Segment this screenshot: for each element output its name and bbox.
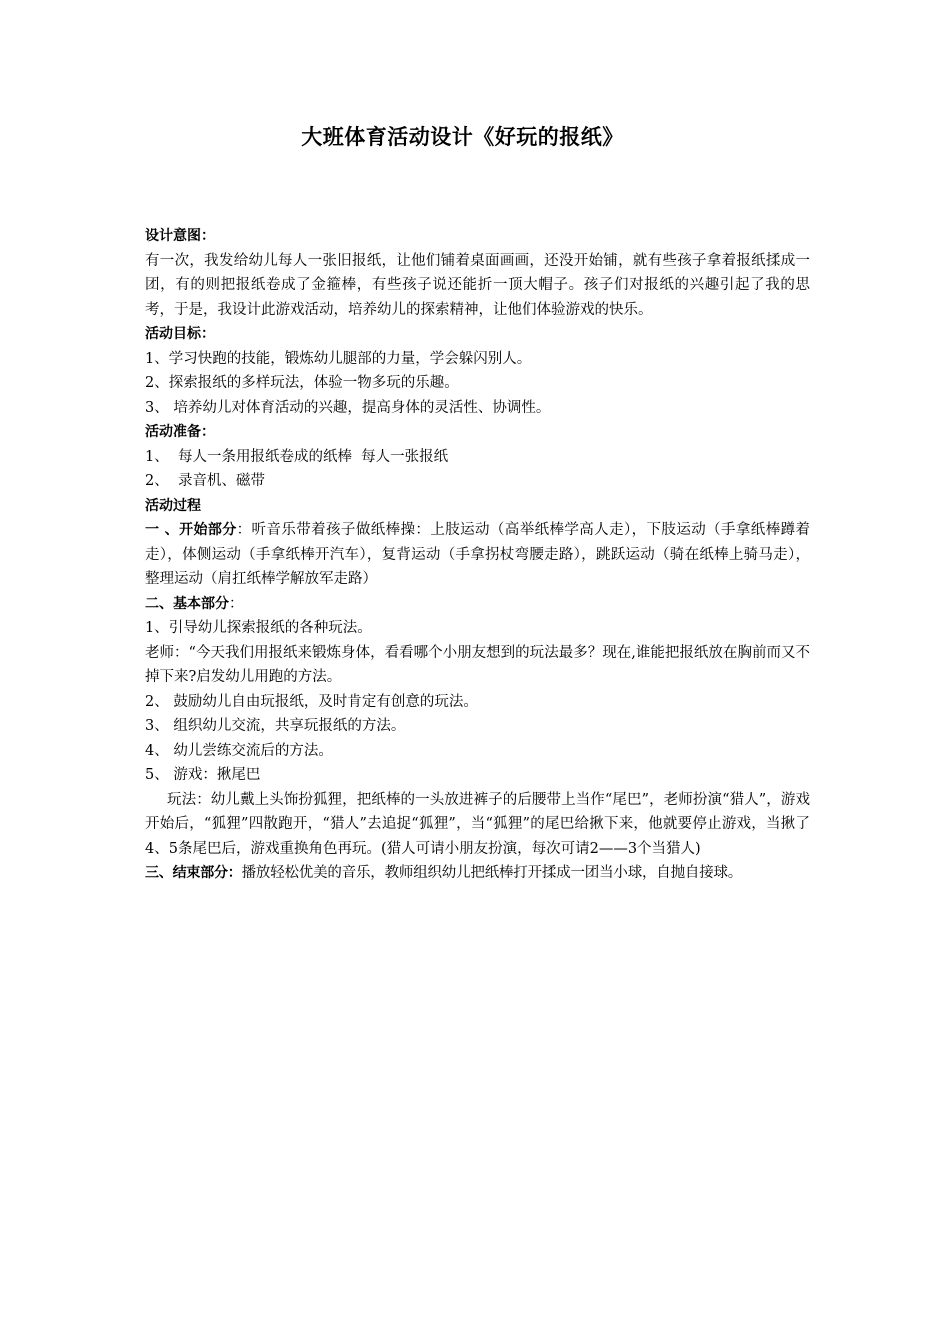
process-part2-item: 5、 游戏：揪尾巴 xyxy=(145,767,261,783)
process-part2-suffix: ： xyxy=(229,595,244,612)
process-part1-text: ：听音乐带着孩子做纸棒操：上肢运动（高举纸棒学高人走），下肢运动（手拿纸棒蹲着走），体侧运动（手拿纸棒开汽车），复背运动（手拿拐杖弯腰走路），跳跃运动（骑在纸棒上骑马走）， 整理运动（肩扛纸棒学解放军走路） xyxy=(145,522,820,587)
design-intent-heading: 设计意图： xyxy=(145,228,215,244)
process-part2-item: 1、引导幼儿探索报纸的各种玩法。 xyxy=(145,620,372,636)
goals-heading: 活动目标： xyxy=(145,326,215,342)
process-part2-item: 3、 组织幼儿交流，共享玩报纸的方法。 xyxy=(145,718,406,734)
process-part1-label: 一 、开始部分 xyxy=(145,522,237,538)
document-title: 大班体育活动设计《好玩的报纸》 xyxy=(301,125,624,149)
process-part2 xyxy=(145,592,810,617)
process-part3 xyxy=(145,861,810,886)
process-part2-item: 老师：“今天我们用报纸来锻炼身体，看看哪个小朋友想到的玩法最多？现在,谁能把报纸放在胸前而又不掉下来?启发幼儿用跑的方法。 xyxy=(145,644,810,685)
preparation-item: 2、 录音机、磁带 xyxy=(145,473,265,489)
process-part2-item: 2、 鼓励幼儿自由玩报纸，及时肯定有创意的玩法。 xyxy=(145,693,478,710)
document-body xyxy=(145,224,820,886)
goal-item: 2、探索报纸的多样玩法，体验一物多玩的乐趣。 xyxy=(145,375,459,391)
process-heading: 活动过程 xyxy=(145,497,201,514)
process-part3-label: 三、结束部分： xyxy=(145,865,242,881)
goal-item: 3、 培养幼儿对体育活动的兴趣，提高身体的灵活性、协调性。 xyxy=(145,399,551,416)
process-part1 xyxy=(145,518,820,592)
process-part2-label: 二、基本部分 xyxy=(145,595,229,612)
preparation-item: 1、 每人一条用报纸卷成的纸棒 每人一张报纸 xyxy=(145,448,449,465)
game-rules: 玩法：幼儿戴上头饰扮狐狸，把纸棒的一头放进裤子的后腰带上当作“尾巴”，老师扮演“猎人”，游戏开始后，“狐狸”四散跑开，“猎人”去追捉“狐狸”，当“狐狸”的尾巴给揪下来，他就要停止游戏，当揪了4、5条尾巴后，游戏重换角色再玩。(猎人可请小朋友扮演，每次可请2——3个当猎人) xyxy=(145,791,810,857)
design-intent-text: 有一次，我发给幼儿每人一张旧报纸，让他们铺着桌面画画，还没开始铺，就有些孩子拿着报纸揉成一团，有的则把报纸卷成了金箍棒，有些孩子说还能折一顶大帽子。孩子们对报纸的兴趣引起了我的思考，于是，我设计此游戏活动，培养幼儿的探索精神，让他们体验游戏的快乐。 xyxy=(145,252,810,318)
process-part2-item: 4、 幼儿尝练交流后的方法。 xyxy=(145,742,333,759)
preparation-heading: 活动准备： xyxy=(145,424,215,440)
goal-item: 1、学习快跑的技能，锻炼幼儿腿部的力量，学会躲闪别人。 xyxy=(145,350,532,367)
process-part3-text: 播放轻松优美的音乐，教师组织幼儿把纸棒打开揉成一团当小球，自抛自接球。 xyxy=(241,865,743,881)
